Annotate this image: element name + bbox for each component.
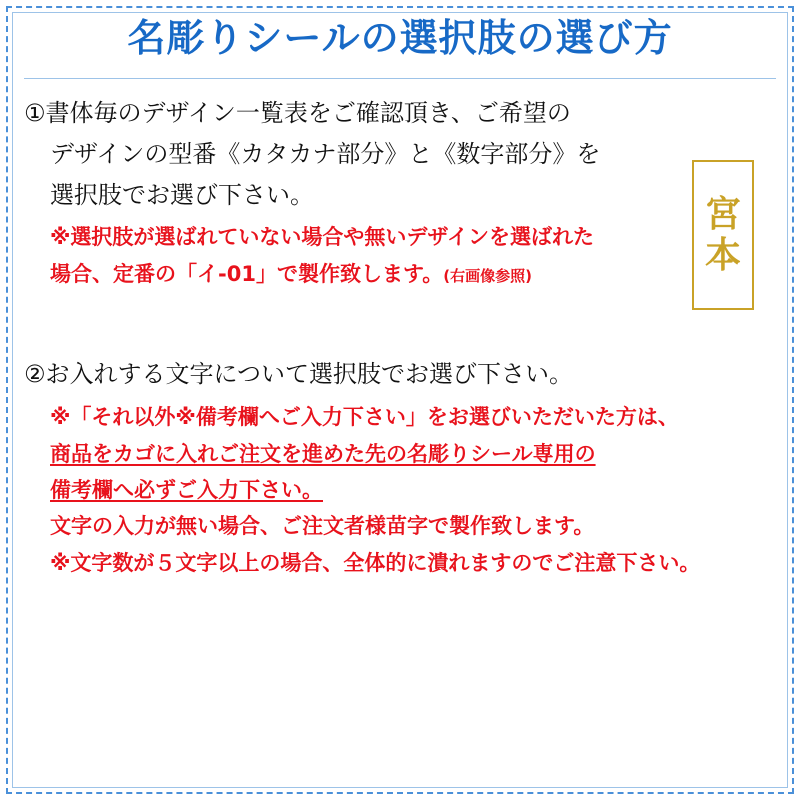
- section2-warning-line-2: 商品をカゴに入れご注文を進めた先の名彫りシール専用の: [50, 441, 596, 466]
- spacer: [24, 323, 776, 357]
- section1-line-2: デザインの型番《カタカナ部分》と《数字部分》を: [50, 139, 601, 168]
- seal-char-1: 宮: [704, 192, 741, 235]
- page-title: 名彫りシールの選択肢の選び方: [127, 16, 673, 60]
- section2-warning-line-1: ※「それ以外※備考欄へご入力下さい」をお選びいただいた方は、: [50, 405, 679, 430]
- section2-warning-line-4: 文字の入力が無い場合、ご注文者様苗字で製作致します。: [50, 514, 595, 539]
- section1-warning-line-2: [24, 259, 776, 289]
- title-divider: [24, 78, 776, 79]
- section1-warning-line-2-note: (右画像参照): [443, 266, 532, 285]
- section2-warning-line-5: ※文字数が５文字以上の場合、全体的に潰れますのでご注意下さい。: [50, 550, 701, 575]
- title-area: [0, 16, 800, 62]
- section2-heading: ②お入れする文字について選択肢でお選び下さい。: [24, 360, 574, 389]
- spacer: [24, 392, 776, 402]
- body-content: [24, 96, 776, 780]
- section2-warning-line-3: 備考欄へ必ずご入力下さい。: [50, 477, 323, 502]
- section1-warning-line-1: ※選択肢が選ばれていない場合や無いデザインを選ばれた: [50, 225, 594, 250]
- seal-char-2: 本: [704, 234, 741, 276]
- spacer: [24, 212, 776, 222]
- section1-line-1: ①書体毎のデザイン一覧表をご確認頂き、ご希望の: [24, 99, 571, 127]
- section1-line-3: 選択肢でお選び下さい。: [50, 180, 314, 209]
- section1-warning-line-2-main: 場合、定番の「イ-01」で製作致します。: [50, 261, 444, 286]
- spacer: [24, 289, 776, 323]
